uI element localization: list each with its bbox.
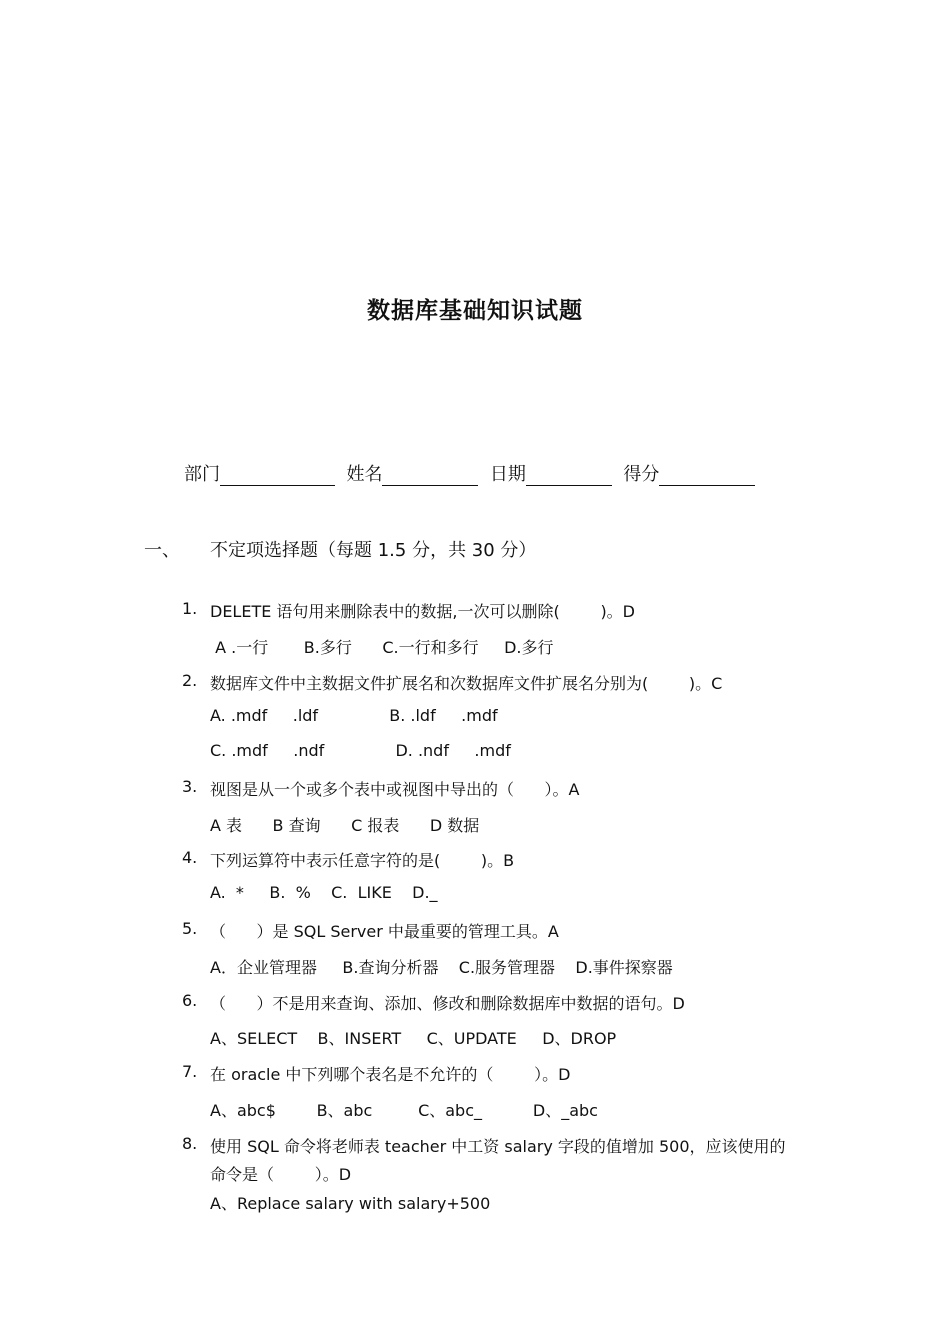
section-number: 一、 xyxy=(144,540,180,561)
question-options: A、abc$ B、abc C、abc_ D、_abc xyxy=(210,1101,598,1120)
question-options: A．企业管理器 B.查询分析器 C.服务管理器 D.事件探察器 xyxy=(210,958,673,977)
dept-blank[interactable] xyxy=(220,467,335,486)
question-options: A. * B. % C. LIKE D._ xyxy=(210,883,438,902)
header-info-line xyxy=(184,460,755,486)
question-text: 视图是从一个或多个表中或视图中导出的（ ）。A xyxy=(210,780,580,799)
name-label: 姓名 xyxy=(346,464,383,485)
question-number: 3. xyxy=(182,777,198,796)
question-text: （ ）是 SQL Server 中最重要的管理工具。A xyxy=(210,922,559,941)
question-options: A 表 B 查询 C 报表 D 数据 xyxy=(210,816,480,835)
score-label: 得分 xyxy=(623,464,660,485)
score-blank[interactable] xyxy=(659,467,755,486)
name-blank[interactable] xyxy=(382,467,478,486)
question-text: 在 oracle 中下列哪个表名是不允许的（ ）。D xyxy=(210,1065,571,1084)
question-options: A、SELECT B、INSERT C、UPDATE D、DROP xyxy=(210,1029,617,1048)
question-text: 下列运算符中表示任意字符的是( )。B xyxy=(210,851,515,870)
page-title: 数据库基础知识试题 xyxy=(367,298,583,324)
date-label: 日期 xyxy=(489,464,526,485)
date-blank[interactable] xyxy=(526,467,612,486)
question-text: 使用 SQL 命令将老师表 teacher 中工资 salary 字段的值增加 500，应该使用的 xyxy=(210,1137,786,1156)
section-heading: 不定项选择题（每题 1.5 分，共 30 分） xyxy=(210,540,537,561)
question-text-continued: 命令是（ ）。D xyxy=(210,1165,352,1184)
question-options: A .一行 B.多行 C.一行和多行 D.多行 xyxy=(210,638,554,657)
question-number: 5. xyxy=(182,919,198,938)
question-number: 4. xyxy=(182,848,198,867)
dept-label: 部门 xyxy=(184,464,220,485)
question-text: （ ）不是用来查询、添加、修改和删除数据库中数据的语句。D xyxy=(210,994,685,1013)
question-number: 2. xyxy=(182,671,198,690)
question-number: 1. xyxy=(182,599,198,618)
question-number: 6. xyxy=(182,991,198,1010)
question-text: 数据库文件中主数据文件扩展名和次数据库文件扩展名分别为( )。C xyxy=(210,674,723,693)
question-number: 7. xyxy=(182,1062,198,1081)
question-text: DELETE 语句用来删除表中的数据,一次可以删除( )。D xyxy=(210,602,636,621)
question-number: 8. xyxy=(182,1134,198,1153)
question-options: A、Replace salary with salary+500 xyxy=(210,1194,491,1213)
question-options: A. .mdf .ldf B. .ldf .mdf xyxy=(210,706,498,725)
question-options: C. .mdf .ndf D. .ndf .mdf xyxy=(210,741,511,760)
